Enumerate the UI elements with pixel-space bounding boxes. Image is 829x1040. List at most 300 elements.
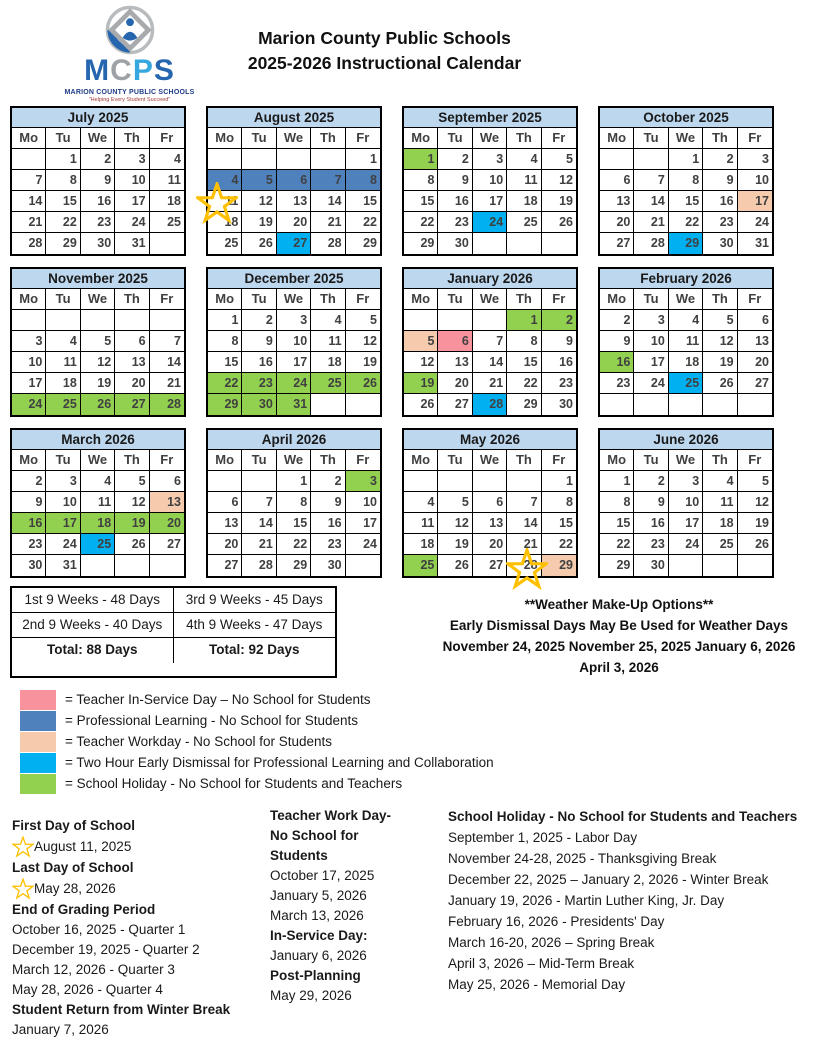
- key-date-line: [12, 816, 270, 836]
- day-cell: 2: [242, 310, 276, 331]
- day-cell: 25: [150, 212, 184, 233]
- legend-label: = Two Hour Early Dismissal for Professional Learning and Collaboration: [65, 755, 494, 770]
- day-cell: 3: [346, 471, 380, 492]
- day-of-week-header: Mo: [208, 289, 242, 310]
- day-cell: 22: [208, 373, 242, 394]
- day-cell: 15: [669, 191, 703, 212]
- logo-acronym: MCPS: [84, 54, 175, 87]
- day-cell: 26: [404, 394, 438, 415]
- day-cell: 4: [208, 170, 242, 191]
- day-cell: 25: [81, 534, 115, 555]
- legend-swatch-tw: [20, 732, 56, 752]
- day-cell: 19: [404, 373, 438, 394]
- day-cell: 24: [277, 373, 311, 394]
- day-cell: 19: [738, 513, 772, 534]
- day-cell: 5: [738, 471, 772, 492]
- key-date-line: [448, 806, 829, 827]
- day-cell: 22: [600, 534, 634, 555]
- day-cell: 5: [242, 170, 276, 191]
- page-title-line1: Marion County Public Schools: [258, 28, 511, 48]
- empty-day-cell: [277, 149, 311, 170]
- day-cell: 3: [46, 471, 80, 492]
- day-cell: 28: [12, 233, 46, 254]
- key-date-text: In-Service Day:: [270, 928, 368, 943]
- day-cell: 28: [507, 555, 541, 576]
- day-cell: 13: [277, 191, 311, 212]
- mid-band: [0, 586, 829, 678]
- day-cell: 10: [738, 170, 772, 191]
- key-date-text: April 3, 2026 – Mid-Term Break: [448, 956, 635, 971]
- day-cell: 12: [438, 513, 472, 534]
- day-cell: 8: [507, 331, 541, 352]
- day-cell: 17: [738, 191, 772, 212]
- day-cell: 1: [46, 149, 80, 170]
- weather-line: **Weather Make-Up Options**: [524, 597, 714, 612]
- key-date-text: May 29, 2026: [270, 988, 352, 1003]
- month-title: April 2026: [208, 430, 380, 450]
- day-cell: 27: [115, 394, 149, 415]
- day-cell: 30: [634, 555, 668, 576]
- day-cell: 25: [703, 534, 737, 555]
- day-cell: 9: [311, 492, 345, 513]
- day-cell: 17: [46, 513, 80, 534]
- key-date-text: Last Day of School: [12, 860, 134, 875]
- logo-tagline: "Helping Every Student Succeed": [88, 97, 171, 103]
- day-cell: 15: [346, 191, 380, 212]
- key-date-line: [12, 960, 270, 980]
- empty-day-cell: [404, 310, 438, 331]
- day-cell: 29: [404, 233, 438, 254]
- day-cell: 31: [755, 236, 769, 250]
- day-cell: 24: [669, 534, 703, 555]
- day-cell: 9: [703, 170, 737, 191]
- day-cell: 3: [277, 310, 311, 331]
- day-cell: 19: [346, 352, 380, 373]
- day-cell: 12: [346, 331, 380, 352]
- day-cell: 22: [507, 373, 541, 394]
- day-of-week-header: Tu: [634, 450, 668, 471]
- key-date-line: [270, 846, 438, 866]
- day-of-week-header: Tu: [46, 450, 80, 471]
- day-cell: 4: [46, 331, 80, 352]
- day-cell: 1: [208, 310, 242, 331]
- day-of-week-header: We: [277, 450, 311, 471]
- day-cell: 23: [81, 212, 115, 233]
- key-date-line: [270, 966, 438, 986]
- day-cell: 3: [12, 331, 46, 352]
- key-date-text: March 13, 2026: [270, 908, 364, 923]
- day-cell: 3: [115, 149, 149, 170]
- day-cell: 26: [81, 394, 115, 415]
- day-cell: 5: [404, 331, 438, 352]
- key-date-text: January 19, 2026 - Martin Luther King, Jr. Day: [448, 893, 725, 908]
- day-cell: 8: [600, 492, 634, 513]
- day-cell: 13: [438, 352, 472, 373]
- day-cell: 14: [311, 191, 345, 212]
- key-date-text: Post-Planning: [270, 968, 361, 983]
- day-cell: 28: [242, 555, 276, 576]
- day-cell: 25: [669, 373, 703, 394]
- day-of-week-header: Fr: [346, 128, 380, 149]
- day-of-week-header: Mo: [600, 289, 634, 310]
- day-cell: 9: [542, 331, 576, 352]
- empty-day-cell: [311, 149, 345, 170]
- legend-swatch-hol: [20, 774, 56, 794]
- empty-day-cell: [46, 310, 80, 331]
- day-cell: 11: [150, 170, 184, 191]
- day-of-week-header: Mo: [208, 450, 242, 471]
- legend-item-ed: [20, 752, 829, 773]
- day-of-week-header: We: [81, 450, 115, 471]
- day-cell: 23: [311, 534, 345, 555]
- day-of-week-header: Th: [115, 289, 149, 310]
- day-cell: 20: [600, 212, 634, 233]
- empty-day-cell: [703, 555, 737, 576]
- day-of-week-header: Fr: [346, 450, 380, 471]
- day-cell: 29: [600, 555, 634, 576]
- month-may-2026: [402, 428, 578, 578]
- empty-day-cell: [600, 394, 634, 415]
- key-date-line: [270, 886, 438, 906]
- day-cell: 15: [542, 513, 576, 534]
- day-cell: 12: [738, 492, 772, 513]
- day-cell: 17: [473, 191, 507, 212]
- day-cell: 18: [703, 513, 737, 534]
- empty-day-cell: [12, 310, 46, 331]
- day-of-week-header: Tu: [242, 289, 276, 310]
- day-cell: 13: [115, 352, 149, 373]
- day-of-week-header: We: [277, 128, 311, 149]
- day-cell: 22: [46, 212, 80, 233]
- day-of-week-header: Tu: [438, 450, 472, 471]
- day-cell: 17: [277, 352, 311, 373]
- day-cell: 27: [600, 233, 634, 254]
- summary-cell: 4th 9 Weeks - 47 Days: [174, 613, 336, 638]
- day-cell: 2: [438, 149, 472, 170]
- empty-day-cell: [634, 149, 668, 170]
- day-cell: 17: [669, 513, 703, 534]
- day-cell: 10: [669, 492, 703, 513]
- day-of-week-header: Fr: [150, 450, 184, 471]
- day-cell: 22: [542, 534, 576, 555]
- day-cell: 23: [600, 373, 634, 394]
- day-cell: 14: [473, 352, 507, 373]
- day-cell: 19: [703, 352, 737, 373]
- day-cell: 2: [703, 149, 737, 170]
- day-cell: 24: [12, 394, 46, 415]
- day-cell: 12: [115, 492, 149, 513]
- page-title-line2: 2025-2026 Instructional Calendar: [247, 53, 522, 74]
- day-cell: 16: [634, 513, 668, 534]
- day-cell: 28: [311, 233, 345, 254]
- day-cell: 13: [208, 513, 242, 534]
- month-title: September 2025: [404, 108, 576, 128]
- day-cell: 14: [12, 191, 46, 212]
- empty-day-cell: [242, 149, 276, 170]
- day-cell: 11: [404, 513, 438, 534]
- summary-total-cell: Total: 88 Days: [12, 638, 174, 663]
- day-cell: 9: [438, 170, 472, 191]
- month-title: June 2026: [600, 430, 772, 450]
- key-date-text: First Day of School: [12, 818, 136, 833]
- empty-day-cell: [669, 555, 703, 576]
- key-date-text: No School for: [270, 828, 359, 843]
- day-cell: 16: [242, 352, 276, 373]
- day-cell: 30: [12, 555, 46, 576]
- day-of-week-header: We: [669, 128, 703, 149]
- key-date-line: [448, 953, 829, 974]
- month-day-grid: [12, 450, 184, 576]
- day-of-week-header: Fr: [542, 289, 576, 310]
- day-cell: 7: [242, 492, 276, 513]
- day-cell: 23: [242, 373, 276, 394]
- day-cell: 6: [150, 471, 184, 492]
- day-cell: 12: [404, 352, 438, 373]
- day-of-week-header: Fr: [738, 289, 772, 310]
- empty-day-cell: [542, 233, 576, 254]
- day-cell: 29: [46, 233, 80, 254]
- day-cell: 4: [507, 149, 541, 170]
- day-cell: 15: [277, 513, 311, 534]
- day-cell: 26: [738, 534, 772, 555]
- day-cell: 9: [242, 331, 276, 352]
- day-cell: 11: [208, 191, 242, 212]
- empty-day-cell: [208, 149, 242, 170]
- day-cell: 22: [669, 212, 703, 233]
- day-cell: 17: [346, 513, 380, 534]
- day-of-week-header: Tu: [46, 289, 80, 310]
- day-cell: 2: [634, 471, 668, 492]
- day-of-week-header: Th: [507, 450, 541, 471]
- day-of-week-header: Tu: [438, 289, 472, 310]
- empty-day-cell: [634, 394, 668, 415]
- day-of-week-header: Mo: [12, 128, 46, 149]
- day-of-week-header: Fr: [738, 128, 772, 149]
- day-of-week-header: Mo: [12, 289, 46, 310]
- day-cell: 24: [634, 373, 668, 394]
- key-date-line: [270, 946, 438, 966]
- legend-item-pl: [20, 710, 829, 731]
- key-date-text: Students: [270, 848, 328, 863]
- day-cell: 11: [669, 331, 703, 352]
- key-date-line: [448, 827, 829, 848]
- day-of-week-header: Th: [703, 450, 737, 471]
- day-of-week-header: Fr: [150, 289, 184, 310]
- day-of-week-header: Mo: [404, 289, 438, 310]
- day-cell: 12: [81, 352, 115, 373]
- month-june-2026: [598, 428, 774, 578]
- day-cell: 19: [542, 191, 576, 212]
- legend-item-hol: [20, 773, 829, 794]
- legend-label: = Teacher Workday - No School for Students: [65, 734, 333, 749]
- day-of-week-header: Mo: [12, 450, 46, 471]
- day-cell: 18: [150, 191, 184, 212]
- day-cell: 19: [115, 513, 149, 534]
- month-title: August 2025: [208, 108, 380, 128]
- day-cell: 4: [81, 471, 115, 492]
- key-date-star-icon: [12, 836, 34, 858]
- page-header: [0, 0, 829, 102]
- day-cell: 24: [473, 212, 507, 233]
- key-date-text: School Holiday - No School for Students and Teachers: [448, 809, 798, 824]
- key-date-text: End of Grading Period: [12, 902, 156, 917]
- day-cell: 1: [346, 149, 380, 170]
- day-cell: 3: [473, 149, 507, 170]
- key-date-line: [12, 940, 270, 960]
- key-date-line: [270, 906, 438, 926]
- weather-line: Early Dismissal Days May Be Used for Weather Days: [449, 618, 789, 633]
- empty-day-cell: [473, 233, 507, 254]
- day-of-week-header: Th: [703, 289, 737, 310]
- day-cell: 11: [46, 352, 80, 373]
- empty-day-cell: [438, 471, 472, 492]
- day-cell: 21: [473, 373, 507, 394]
- day-of-week-header: Tu: [438, 128, 472, 149]
- day-cell: 2: [81, 149, 115, 170]
- month-day-grid: [208, 289, 380, 415]
- key-dates-column-2: [270, 806, 438, 1040]
- nine-weeks-summary-table: [10, 586, 337, 678]
- day-of-week-header: Th: [507, 289, 541, 310]
- day-cell: 3: [738, 149, 772, 170]
- key-date-line: [270, 986, 438, 1006]
- day-cell: 16: [542, 352, 576, 373]
- day-cell: 18: [311, 352, 345, 373]
- empty-day-cell: [669, 394, 703, 415]
- key-date-text: Student Return from Winter Break: [12, 1002, 231, 1017]
- weather-makeup-options: [337, 586, 829, 678]
- day-cell: 6: [208, 492, 242, 513]
- empty-day-cell: [311, 394, 345, 415]
- day-cell: 31: [115, 233, 149, 254]
- day-cell: 21: [242, 534, 276, 555]
- day-cell: 6: [473, 492, 507, 513]
- key-date-line: [12, 1000, 270, 1020]
- day-cell: 5: [115, 471, 149, 492]
- day-cell: 19: [242, 212, 276, 233]
- day-cell: 14: [242, 513, 276, 534]
- day-cell: 7: [150, 331, 184, 352]
- legend-label: = Teacher In-Service Day – No School for Students: [65, 692, 371, 707]
- day-cell: 7: [473, 331, 507, 352]
- key-date-text: March 16-20, 2026 – Spring Break: [448, 935, 655, 950]
- day-cell: 5: [438, 492, 472, 513]
- month-march-2026: [10, 428, 186, 578]
- day-cell: 28: [634, 233, 668, 254]
- month-title: May 2026: [404, 430, 576, 450]
- day-of-week-header: Fr: [150, 128, 184, 149]
- day-cell: 16: [81, 191, 115, 212]
- key-date-text: May 28, 2026 - Quarter 4: [12, 982, 163, 997]
- day-cell: 1: [600, 471, 634, 492]
- day-cell: 19: [81, 373, 115, 394]
- day-cell: 22: [404, 212, 438, 233]
- day-of-week-header: Th: [507, 128, 541, 149]
- day-cell: 13: [738, 331, 772, 352]
- day-cell: 18: [404, 534, 438, 555]
- day-cell: 23: [703, 212, 737, 233]
- key-date-line: [12, 1020, 270, 1040]
- month-title: July 2025: [12, 108, 184, 128]
- day-cell: 26: [346, 373, 380, 394]
- day-cell: 11: [81, 492, 115, 513]
- key-date-text: November 24-28, 2025 - Thanksgiving Break: [448, 851, 717, 866]
- day-cell: 4: [703, 471, 737, 492]
- day-of-week-header: Tu: [46, 128, 80, 149]
- day-cell: 29: [542, 555, 576, 576]
- day-cell: 15: [208, 352, 242, 373]
- key-date-text: October 17, 2025: [270, 868, 375, 883]
- key-dates-column-3: [438, 806, 829, 1040]
- day-cell: 15: [507, 352, 541, 373]
- key-date-text: August 11, 2025: [34, 839, 132, 854]
- day-cell: 14: [634, 191, 668, 212]
- day-cell: 16: [600, 352, 634, 373]
- key-date-line: [12, 836, 270, 858]
- empty-day-cell: [507, 233, 541, 254]
- key-date-text: Teacher Work Day-: [270, 808, 392, 823]
- day-cell: 8: [346, 170, 380, 191]
- day-cell: 11: [311, 331, 345, 352]
- day-of-week-header: Th: [115, 128, 149, 149]
- day-cell: 1: [507, 310, 541, 331]
- key-date-text: February 16, 2026 - Presidents' Day: [448, 914, 665, 929]
- month-day-grid: [208, 128, 380, 254]
- day-cell: 4: [404, 492, 438, 513]
- empty-day-cell: [115, 555, 149, 576]
- day-cell: 8: [277, 492, 311, 513]
- key-dates-section: [0, 806, 829, 1040]
- key-date-text: March 12, 2026 - Quarter 3: [12, 962, 175, 977]
- day-cell: 11: [703, 492, 737, 513]
- day-cell: 18: [669, 352, 703, 373]
- key-date-line: [270, 826, 438, 846]
- day-cell: 6: [277, 170, 311, 191]
- legend-label: = School Holiday - No School for Students and Teachers: [65, 776, 403, 791]
- key-date-line: [12, 878, 270, 900]
- month-october-2025: [598, 106, 774, 256]
- summary-total-cell: Total: 92 Days: [208, 642, 300, 657]
- day-cell: 28: [150, 394, 184, 415]
- legend-item-is: [20, 689, 829, 710]
- day-cell: 12: [703, 331, 737, 352]
- day-cell: 29: [669, 233, 703, 254]
- day-cell: 26: [115, 534, 149, 555]
- key-date-text: September 1, 2025 - Labor Day: [448, 830, 638, 845]
- day-cell: 14: [150, 352, 184, 373]
- day-cell: 4: [311, 310, 345, 331]
- day-cell: 22: [346, 212, 380, 233]
- day-of-week-header: Tu: [634, 289, 668, 310]
- empty-day-cell: [473, 471, 507, 492]
- day-cell: 15: [600, 513, 634, 534]
- day-of-week-header: Tu: [242, 128, 276, 149]
- day-cell: 25: [404, 555, 438, 576]
- day-cell: 29: [208, 394, 242, 415]
- day-cell: 24: [115, 212, 149, 233]
- day-cell: 25: [208, 233, 242, 254]
- day-cell: 16: [311, 513, 345, 534]
- day-cell: 7: [12, 170, 46, 191]
- month-november-2025: [10, 267, 186, 417]
- day-cell: 24: [46, 534, 80, 555]
- day-cell: 17: [12, 373, 46, 394]
- day-cell: 23: [542, 373, 576, 394]
- day-cell: 26: [242, 233, 276, 254]
- day-cell: 5: [81, 331, 115, 352]
- day-cell: 16: [438, 191, 472, 212]
- month-title: January 2026: [404, 269, 576, 289]
